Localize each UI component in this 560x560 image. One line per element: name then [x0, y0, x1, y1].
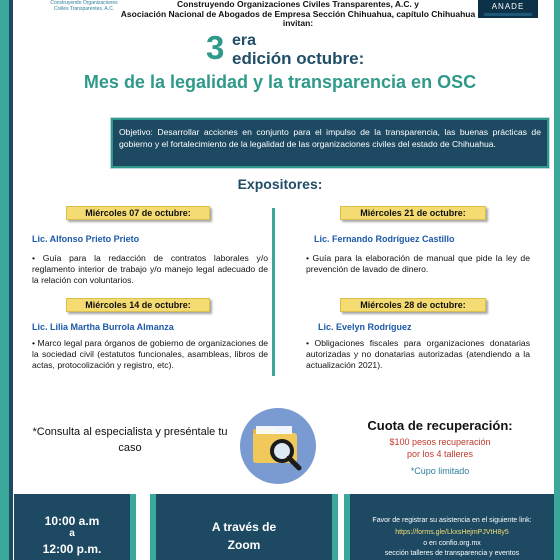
session-date-chip: Miércoles 07 de octubre: — [66, 206, 210, 220]
registration-alt: o en confio.org.mx — [423, 540, 481, 547]
speaker-name: Lic. Alfonso Prieto Prieto — [32, 234, 140, 244]
cuota-title: Cuota de recuperación: — [367, 418, 513, 433]
session-description: • Obligaciones fiscales para organizaciones donatarias autorizadas y no donatarias autorizadas (atendiendo a la actualización 2021). — [306, 338, 530, 370]
anade-logo-stripe — [484, 13, 532, 16]
cuota-detail: por los 4 talleres — [406, 449, 474, 459]
speaker-name: Lic. Fernando Rodríguez Castillo — [314, 234, 455, 244]
consulta-text: *Consulta al especialista y preséntale tu caso — [32, 426, 228, 454]
registration-section: sección talleres de transparencia y eventos — [384, 550, 520, 557]
time-connector: a — [69, 528, 75, 539]
session-description: • Guía para la redacción de contratos laborales y/o reglamento interior de trabajo y/o manejo legal adecuado de la relación con voluntarios. — [32, 253, 268, 285]
session-description: • Marco legal para órganos de gobierno de organizaciones de la sociedad civil (estatutos funcionales, asambleas, libros de actas, protocolización y registro, etc). — [32, 338, 268, 370]
invite-line-1: Construyendo Organizaciones Civiles Transparentes, A.C. y — [176, 0, 419, 9]
objective-box: Objetivo: Desarrollar acciones en conjunto para el impulso de la transparencia, las buenas prácticas de gobierno y el fortalecimiento de la legalidad de las organizaciones civiles del estado de Chihuahua. — [111, 118, 549, 168]
speaker-name: Lic. Evelyn Rodríguez — [318, 322, 412, 332]
edition-text: edición octubre: — [232, 49, 365, 68]
registration-link[interactable]: https://forms.gle/LkxsHejmPJVtH8y5 — [395, 529, 509, 536]
time-end: 12:00 p.m. — [42, 542, 102, 556]
edition-heading — [200, 30, 400, 70]
platform-box — [150, 494, 338, 560]
invite-line-2: Asociación Nacional de Abogados de Empresa Sección Chihuahua, capítulo Chihuahua — [120, 8, 476, 19]
session-date-chip: Miércoles 21 de octubre: — [340, 206, 486, 220]
registration-box — [344, 494, 554, 560]
time-start: 10:00 a.m — [44, 514, 100, 528]
platform-intro: A través de — [211, 520, 277, 534]
schedule-box — [14, 494, 136, 560]
cupo-limitado: *Cupo limitado — [410, 466, 470, 476]
session-description: • Guía para la elaboración de manual que pide la ley de prevención de lavado de dinero. — [306, 253, 530, 274]
invite-line-3: invitan: — [282, 18, 314, 28]
folder-search-svg — [240, 408, 316, 484]
org-logo-caption: Construyendo Organizaciones Civiles Transparentes, A.C. — [50, 0, 118, 12]
platform-name: Zoom — [227, 538, 261, 552]
registration-instructions: Favor de registrar su asistencia en el siguiente link: — [372, 517, 532, 524]
invitation-header — [118, 0, 478, 29]
column-divider — [272, 208, 275, 376]
session-date-chip: Miércoles 28 de octubre: — [340, 298, 486, 312]
main-title: Mes de la legalidad y la transparencia en OSC — [83, 72, 477, 92]
session-date-chip: Miércoles 14 de octubre: — [66, 298, 210, 312]
folder-search-icon — [240, 408, 316, 484]
anade-logo-text: ANADE — [491, 2, 525, 11]
expositores-heading: Expositores: — [237, 176, 323, 192]
cuota-price: $100 pesos recuperación — [389, 437, 491, 447]
edition-number: 3 — [206, 29, 225, 66]
edition-superscript: era — [232, 32, 257, 49]
anade-logo — [478, 0, 538, 18]
speaker-name: Lic. Lilia Martha Burrola Almanza — [32, 322, 174, 332]
